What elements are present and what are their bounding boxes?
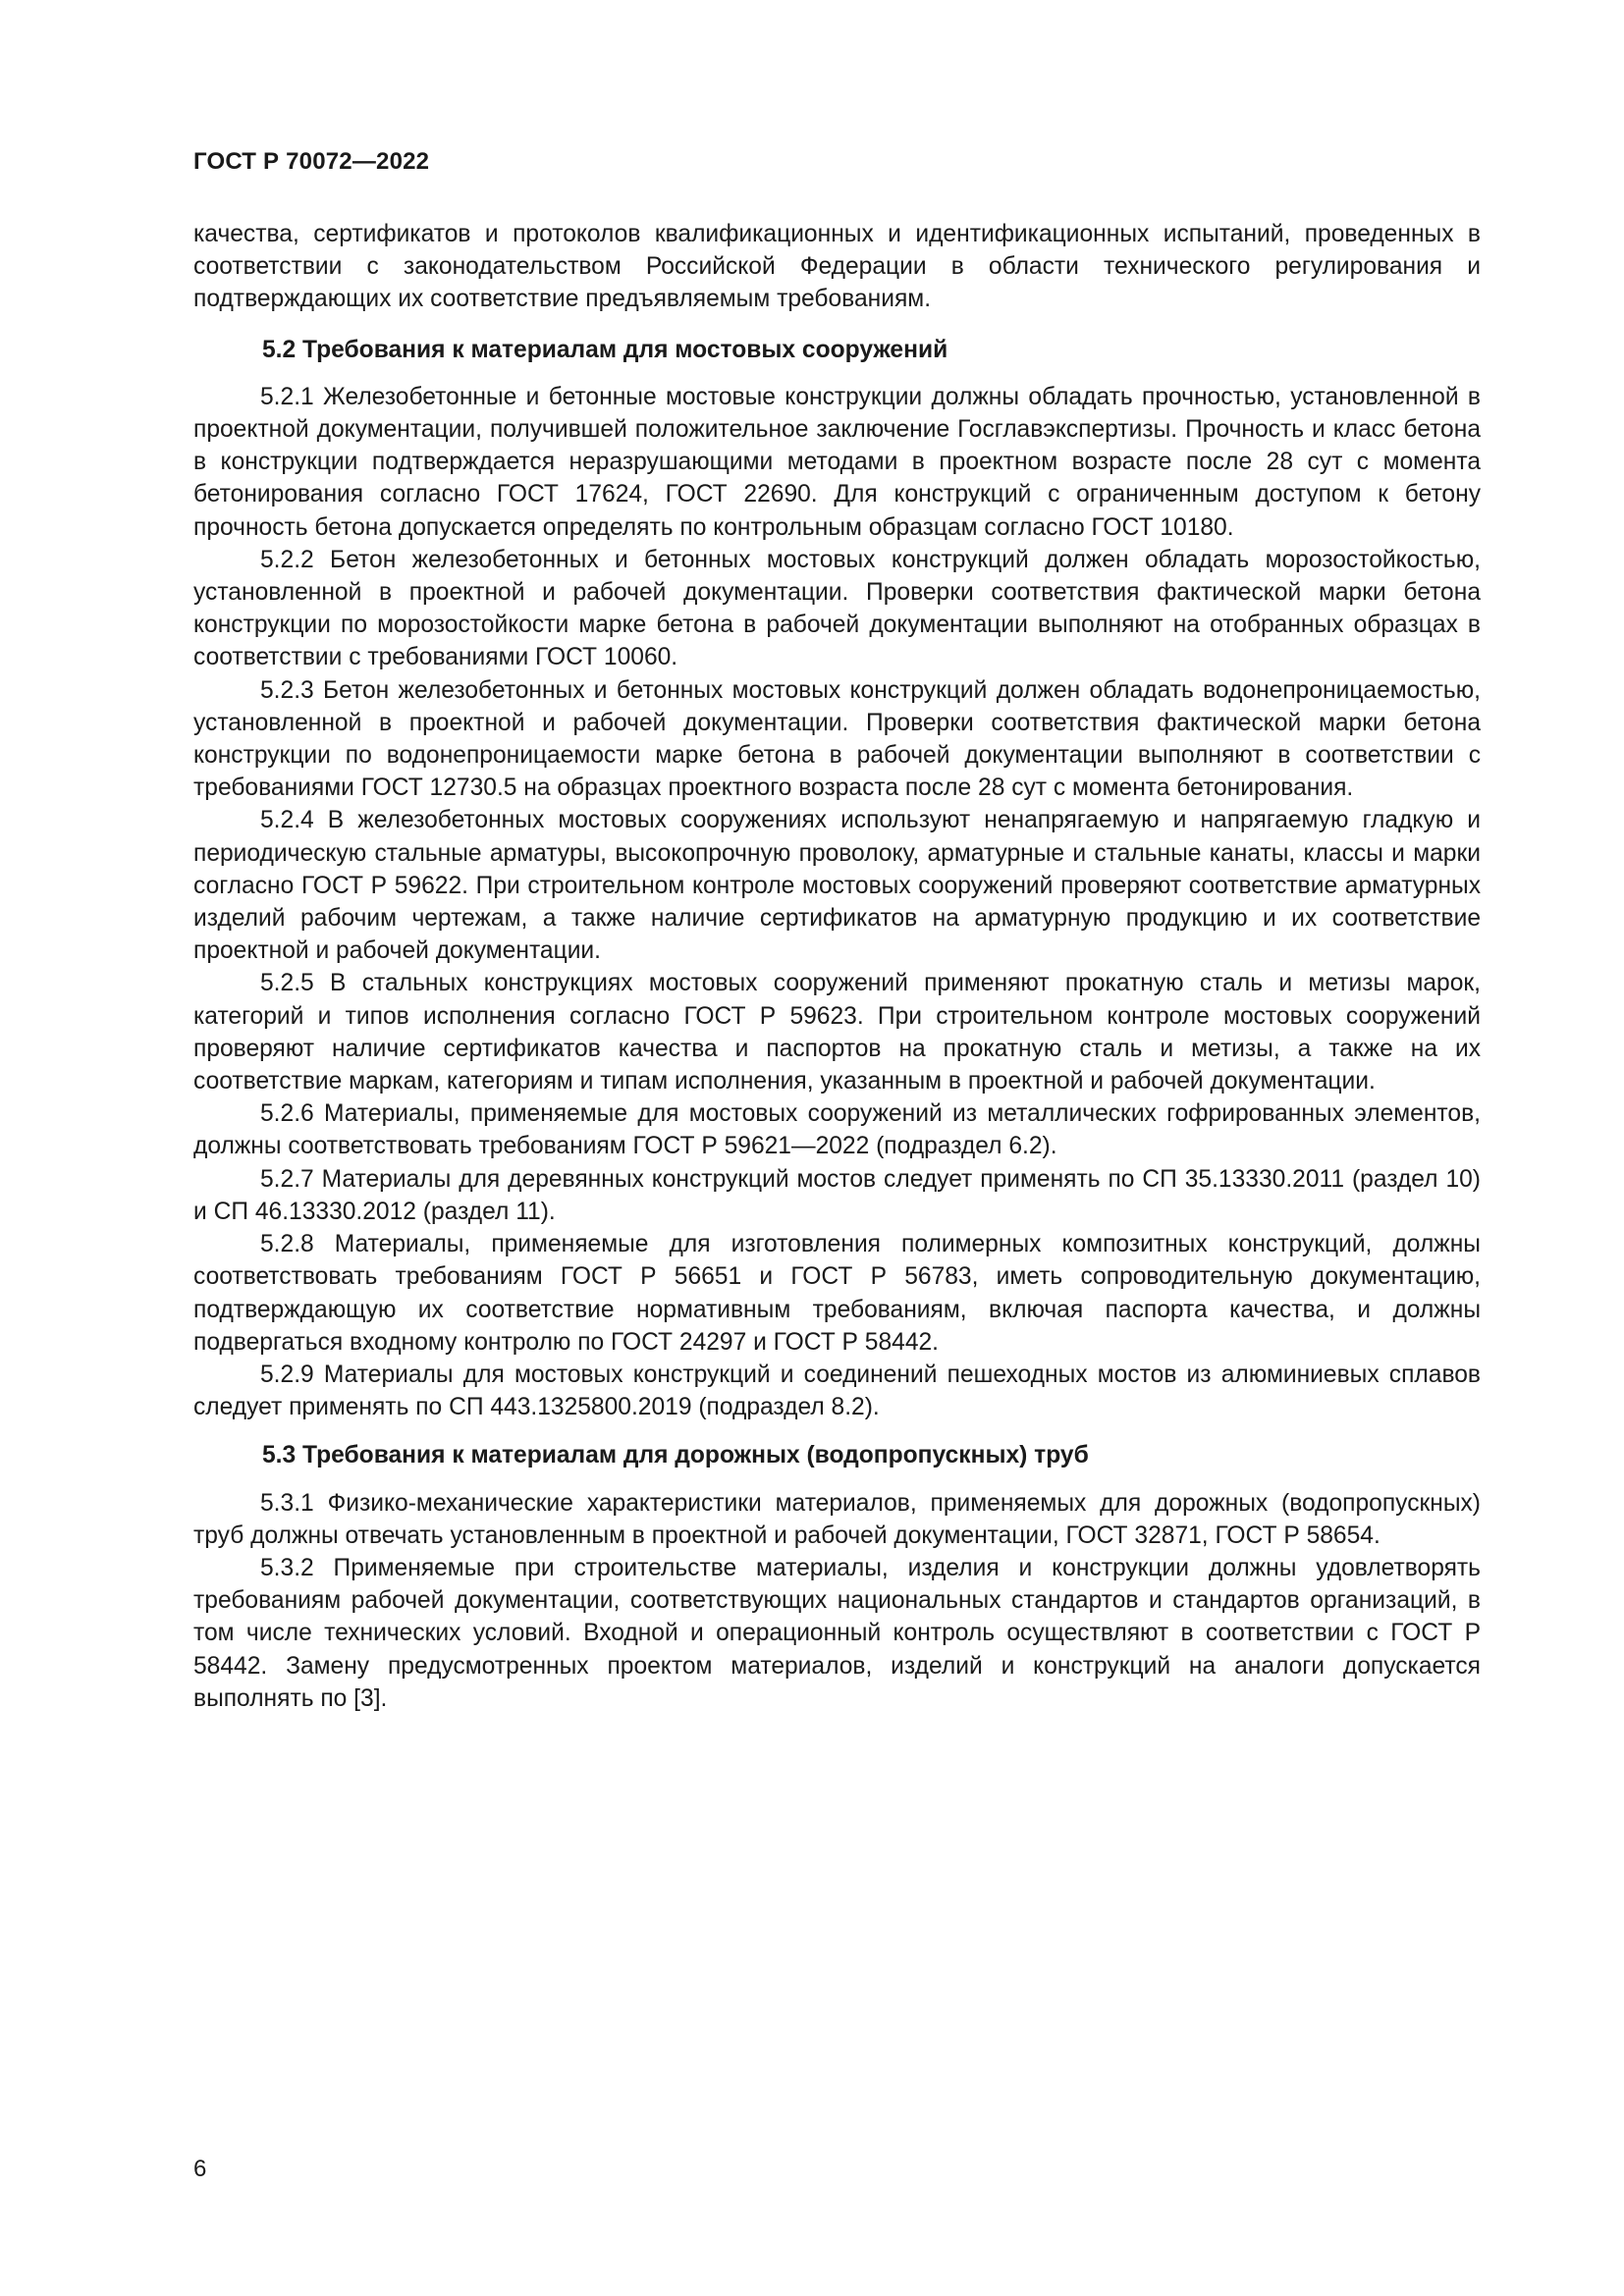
paragraph-5-2-1: 5.2.1 Железобетонные и бетонные мостовые конструкции должны обладать прочностью, установленной в проектной документации, получившей положительное заключение Госглавэкспертизы. Прочность и класс бетона в конструкции подтверждается неразрушающими методами в проектном возрасте после 28 сут с момента бетонирования согласно ГОСТ 17624, ГОСТ 22690. Для конструкций с ограниченным доступом к бетону прочность бетона допускается определять по контрольным образцам согласно ГОСТ 10180. [193, 383, 1481, 541]
section-heading-5-3: 5.3 Требования к материалам для дорожных (водопропускных) труб [262, 1442, 1089, 1469]
section-heading-5-2: 5.2 Требования к материалам для мостовых сооружений [262, 336, 948, 363]
paragraph-5-2-5: 5.2.5 В стальных конструкциях мостовых сооружений применяют прокатную сталь и метизы марок, категорий и типов исполнения согласно ГОСТ Р 59623. При строительном контроле мостовых сооружений проверяют наличие сертификатов качества и паспортов на прокатную сталь и метизы, а также на их соответствие маркам, категориям и типам исполнения, указанным в проектной и рабочей документации. [193, 970, 1481, 1095]
paragraph-5-2-4: 5.2.4 В железобетонных мостовых сооружениях используют ненапрягаемую и напрягаемую гладкую и периодическую стальные арматуры, высокопрочную проволоку, арматурные и стальные канаты, классы и марки согласно ГОСТ Р 59622. При строительном контроле мостовых сооружений проверяют соответствие арматурных изделий рабочим чертежам, а также наличие сертификатов на арматурную продукцию и их соответствие проектной и рабочей документации. [193, 807, 1481, 965]
paragraph-5-2-9: 5.2.9 Материалы для мостовых конструкций и соединений пешеходных мостов из алюминиевых сплавов следует применять по СП 443.1325800.2019 (подраздел 8.2). [193, 1361, 1481, 1421]
document-body [193, 218, 1481, 1715]
intro-paragraph: качества, сертификатов и протоколов квалификационных и идентификационных испытаний, проведенных в соответствии с законодательством Российской Федерации в области технического регулирования и подтверждающих их соответствие предъявляемым требованиям. [193, 221, 1481, 313]
paragraph-5-2-3: 5.2.3 Бетон железобетонных и бетонных мостовых конструкций должен обладать водонепроницаемостью, установленной в проектной и рабочей документации. Проверки соответствия фактической марки бетона конструкции по водонепроницаемости марке бетона в рабочей документации выполняют в соответствии с требованиями ГОСТ 12730.5 на образцах проектного возраста после 28 сут с момента бетонирования. [193, 676, 1481, 802]
paragraph-5-2-6: 5.2.6 Материалы, применяемые для мостовых сооружений из металлических гофрированных элементов, должны соответствовать требованиям ГОСТ Р 59621—2022 (подраздел 6.2). [193, 1100, 1481, 1160]
paragraph-5-3-2: 5.3.2 Применяемые при строительстве материалы, изделия и конструкции должны удовлетворять требованиям рабочей документации, соответствующих национальных стандартов и стандартов организаций, в том числе технических условий. Входной и операционный контроль осуществляют в соответствии с ГОСТ Р 58442. Замену предусмотренных проектом материалов, изделий и конструкций на аналоги допускается выполнять по [3]. [193, 1554, 1481, 1712]
page-number: 6 [193, 2156, 207, 2182]
paragraph-5-2-7: 5.2.7 Материалы для деревянных конструкций мостов следует применять по СП 35.13330.2011 (раздел 10) и СП 46.13330.2012 (раздел 11). [193, 1165, 1481, 1225]
paragraph-5-3-1: 5.3.1 Физико-механические характеристики материалов, применяемых для дорожных (водопропускных) труб должны отвечать установленным в проектной и рабочей документации, ГОСТ 32871, ГОСТ Р 58654. [193, 1489, 1481, 1549]
document-code: ГОСТ Р 70072—2022 [193, 148, 430, 175]
paragraph-5-2-8: 5.2.8 Материалы, применяемые для изготовления полимерных композитных конструкций, должны соответствовать требованиям ГОСТ Р 56651 и ГОСТ Р 56783, иметь сопроводительную документацию, подтверждающую их соответствие нормативным требованиям, включая паспорта качества, и должны подвергаться входному контролю по ГОСТ 24297 и ГОСТ Р 58442. [193, 1231, 1481, 1356]
paragraph-5-2-2: 5.2.2 Бетон железобетонных и бетонных мостовых конструкций должен обладать морозостойкостью, установленной в проектной и рабочей документации. Проверки соответствия фактической марки бетона конструкции по морозостойкости марке бетона в рабочей документации выполняют на отобранных образцах в соответствии с требованиями ГОСТ 10060. [193, 546, 1481, 671]
